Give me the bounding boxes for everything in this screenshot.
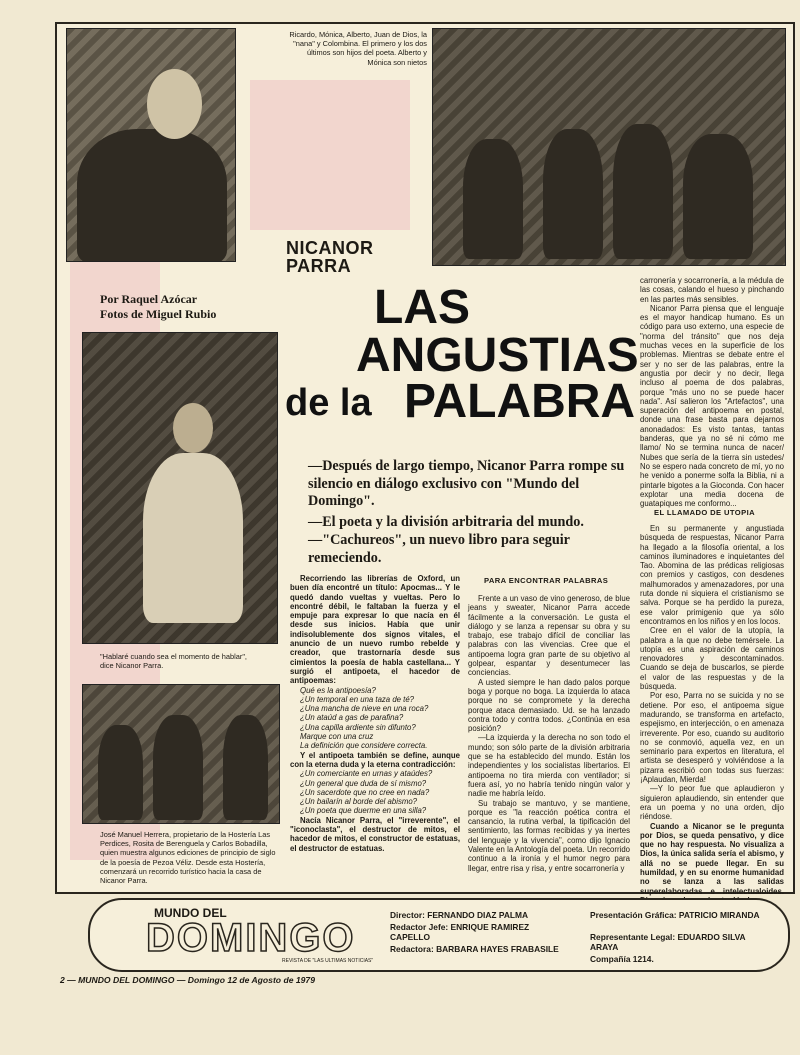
article-column-3 bbox=[640, 276, 784, 508]
article-column-3-continued bbox=[640, 524, 784, 905]
restaurant-photo bbox=[82, 684, 280, 824]
title-las: LAS bbox=[374, 281, 470, 334]
col1-verse-5: ¿Una capilla ardiente sin difunto? bbox=[300, 722, 416, 732]
deck-line3: —"Cachureos", un nuevo libro para seguir remeciendo. bbox=[308, 532, 570, 566]
masthead-compania: Compañía 1214. bbox=[590, 954, 654, 964]
armchair-photo-caption: "Hablaré cuando sea el momento de hablar", dice Nicanor Parra. bbox=[100, 652, 247, 671]
col1-verse-1: Qué es la antipoesía? bbox=[300, 685, 376, 695]
deck-line2: —El poeta y la división arbitraria del mundo. bbox=[308, 514, 584, 530]
col1-paragraph-1: Recorriendo las librerías de Oxford, un buen día encontré un título: Apocmas... Y le quedó dando vueltas y vueltas. Pero lo encontré débil, le faltaban la fuerza y el empuje para expresar lo que nacía en él desde sus inicios. Había que unir indisolublemente dos signos vitales, el anuncio de un nuevo rumbo rebelde y creador, que trastornaría desde sus cimientos la poesía de habla castellana... Y surgió el antipoeta, el hacedor de antipoemas: bbox=[290, 574, 460, 686]
col1-verse-11: ¿Un bailarín al borde del abismo? bbox=[300, 797, 418, 807]
col1-verse-2: ¿Un temporal en una taza de té? bbox=[300, 694, 414, 704]
masthead-box bbox=[88, 898, 790, 972]
title-palabra: PALABRA bbox=[404, 375, 636, 428]
armchair-photo bbox=[82, 332, 278, 644]
masthead-redactora: Redactora: BARBARA HAYES FRABASILE bbox=[390, 944, 559, 954]
page-folio: 2 — MUNDO DEL DOMINGO — Domingo 12 de Agosto de 1979 bbox=[60, 975, 315, 985]
col3-paragraph-5: Por eso, Parra no se suicida y no se detiene. Por eso, el antipoema sigue madurando, se transforma en artefacto, espejismo, en interjección, o en amenaza irreverente. Por eso, cuando su auditorio no se conmovió, aquella vez, en un seminario para expertos en literatura, el artista se desesperó y volviéndose a la pizarra escribió con todas sus fuerzas: ¡Aplaudan, Mierda! bbox=[640, 691, 784, 785]
col3-paragraph-1: carronería y socarronería, a la médula de las cosas, calando el hueso y pinchando en las partes más sensibles. bbox=[640, 276, 784, 304]
title-angustias: ANGUSTIAS bbox=[356, 329, 639, 382]
family-photo bbox=[432, 28, 786, 266]
col3-paragraph-6: —Y lo peor fue que aplaudieron y siguieron aplaudiendo, sin entender que era un poema y no una orden, dijo riéndose. bbox=[640, 784, 784, 822]
masthead-logo: DOMINGO bbox=[146, 916, 356, 960]
col1-verse-7: La definición que considere correcta. bbox=[300, 741, 428, 751]
kicker-line1: NICANOR bbox=[286, 238, 374, 258]
masthead-line1: MUNDO DEL bbox=[154, 906, 227, 920]
masthead-redactor-jefe: Redactor Jefe: ENRIQUE RAMIREZ CAPELLO bbox=[390, 922, 530, 943]
col1-verse-3: ¿Una mancha de nieve en una roca? bbox=[300, 704, 429, 714]
col1-verse-10: ¿Un sacerdote que no cree en nada? bbox=[300, 787, 430, 797]
masthead-representante: Representante Legal: EDUARDO SILVA ARAYA bbox=[590, 932, 746, 953]
masthead-presentacion: Presentación Gráfica: PATRICIO MIRANDA bbox=[590, 910, 760, 920]
col3-paragraph-3: En su permanente y angustiada búsqueda de respuestas, Nicanor Parra ha llegado a la filosofía oriental, a los caminos iluminadores e inquietantes del Tao. Abomina de las prédicas religiosas con premios y castigos, con desdenes malhumorados y amenazadores, por una ruta donde ni siquiera el cristianismo se salva. Porque se ha perdido la pureza, ese valor primigenio que ya sólo encontramos en los niños y en los locos. bbox=[640, 524, 784, 626]
family-photo-caption: Ricardo, Mónica, Alberto, Juan de Dios, la "nana" y Colombina. El primero y los dos últimos son hijos del poeta. Alberto y Mónica son nietos bbox=[289, 30, 427, 67]
col1-verse-8: ¿Un comerciante en urnas y ataúdes? bbox=[300, 769, 433, 779]
col1-verse-9: ¿Un general que duda de sí mismo? bbox=[300, 778, 427, 788]
col2-paragraph-2: A usted siempre le han dado palos porque boga y porque no boga. La izquierda lo ataca porque no se compromete y la derecha porque ataca demasiado. Ud. se ha lanzado contra todo y contra todos. ¿Continúa en esa posición? bbox=[468, 677, 630, 734]
article-column-2 bbox=[468, 594, 630, 873]
portrait-figure bbox=[77, 129, 227, 262]
col2-paragraph-3: —La izquierda y la derecha no son todo el mundo; son sólo parte de la división arbitraria que se ha establecido del mundo. Están los independientes y los socialistas libertarios. El antipoema no tira mierda con ventilador; si fuera así, yo no habría tenido ningún valor y nadie me habría leído. bbox=[468, 733, 630, 799]
masthead-director: Director: FERNANDO DIAZ PALMA bbox=[390, 910, 529, 920]
col2-subhead: PARA ENCONTRAR PALABRAS bbox=[484, 576, 609, 585]
title-de-la: de la bbox=[285, 382, 372, 424]
col1-paragraph-2: Y el antipoeta también se define, aunque con la eterna duda y la eterna contradicción: bbox=[290, 750, 460, 769]
col3-subhead: EL LLAMADO DE UTOPIA bbox=[654, 508, 755, 517]
col2-paragraph-4: Su trabajo se mantuvo, y se mantiene, porque es "la reacción poética contra el cansancio, la rutina verbal, la tipificación del sentimiento, las formas recibidas y ya inertes del lenguaje y la vivencia", como dijo Ignacio Valente en la Antología del poeta. Un recorrido continuo a la ironía y el humor negro para llegar, entre risa y risa, y entre socarronería y bbox=[468, 798, 630, 873]
col3-paragraph-7: Cuando a Nicanor se le pregunta por Dios, se queda pensativo, y dice que no hay respuesta. No visualiza a Dios, la única salida sería el abismo, y allá no se puede llegar. En su humildad, y en su enorme humanidad no se lanza a las salidas superelaboradas e intelectualoides. bbox=[640, 821, 784, 896]
col3-paragraph-4: Cree en el valor de la utopía, la palabra a la que no debe temérsele. La utopía es una aspiración de caminos renovadores y descontaminados. Cuando se deja de buscarlos, se pierde el valor de las respuestas y de la búsqueda. bbox=[640, 626, 784, 692]
deck-line1: —Después de largo tiempo, Nicanor Parra rompe su silencio en diálogo exclusivo con "Mundo del Domingo". bbox=[308, 458, 625, 510]
portrait-face bbox=[147, 69, 202, 139]
article-column-1 bbox=[290, 574, 460, 853]
col1-paragraph-3: Nacía Nicanor Parra, el "irreverente", el "iconoclasta", el destructor de mitos, el hacedor de mitos, el constructor de estatuas, el destructor de estatuas. bbox=[290, 815, 460, 853]
col1-verse-6: Marque con una cruz bbox=[300, 732, 374, 742]
pink-tint-center bbox=[250, 80, 410, 230]
col3-paragraph-2: Nicanor Parra piensa que el lenguaje es el mayor handicap humano. Es un código para uso externo, una especie de "norma del tránsito" que nos deja muchas veces en la superficie de los problemas. Mientras se debate entre el ser y no ser de las palabras, entre la angustia por decir y no decir, llega incluso al poema de dos palabras, porque "más uno no se puede hacer nada". Así salieron los "Artefactos", una superación del antipoema en postal, donde una frase basta para dejarnos anonadados: Es visto tantas, tantas banderas, que ya no sé ni cómo me llamo/ No se termina nunca de nacer/ Nubes que sería de la tierra sin ustedes/ No se espero nada concreto de mí, yo no he venido a ponerme solfa la Biblia, ni a pintarle bigotes a la Gioconda. Con hacer explotar una media docena de guatapiques me conformo... bbox=[640, 303, 784, 509]
kicker-line2: PARRA bbox=[286, 256, 352, 276]
byline-author: Por Raquel Azócar bbox=[100, 292, 198, 306]
portrait-photo bbox=[66, 28, 236, 262]
masthead-tagline: REVISTA DE "LAS ULTIMAS NOTICIAS" bbox=[282, 958, 374, 964]
col2-paragraph-1: Frente a un vaso de vino generoso, de blue jeans y sweater, Nicanor Parra accede fácilmente a la conversación. Le gusta el diálogo y se lanza a repensar su obra y su trabajo, ese trabajo difícil de conciliar las palabras con las vivencias. Cree que el antipoema logra gran parte de su objetivo al golpear, espantar y desentumecer las conciencias. bbox=[468, 594, 630, 678]
restaurant-photo-caption: José Manuel Herrera, propietario de la Hostería Las Perdices, Rosita de Berenguela y Carlos Bobadilla, quien muestra algunos ediciones de principio de siglo de la poesía de Pezoa Véliz. Desde esta Hostería, comenzará un recorrido turístico hacia la casa de Nicanor Parra. bbox=[100, 830, 276, 886]
col1-verse-12: ¿Un poeta que duerme en una silla? bbox=[300, 806, 427, 816]
col1-verse-4: ¿Un ataúd a gas de parafina? bbox=[300, 713, 404, 723]
byline-photos: Fotos de Miguel Rubio bbox=[100, 307, 217, 321]
